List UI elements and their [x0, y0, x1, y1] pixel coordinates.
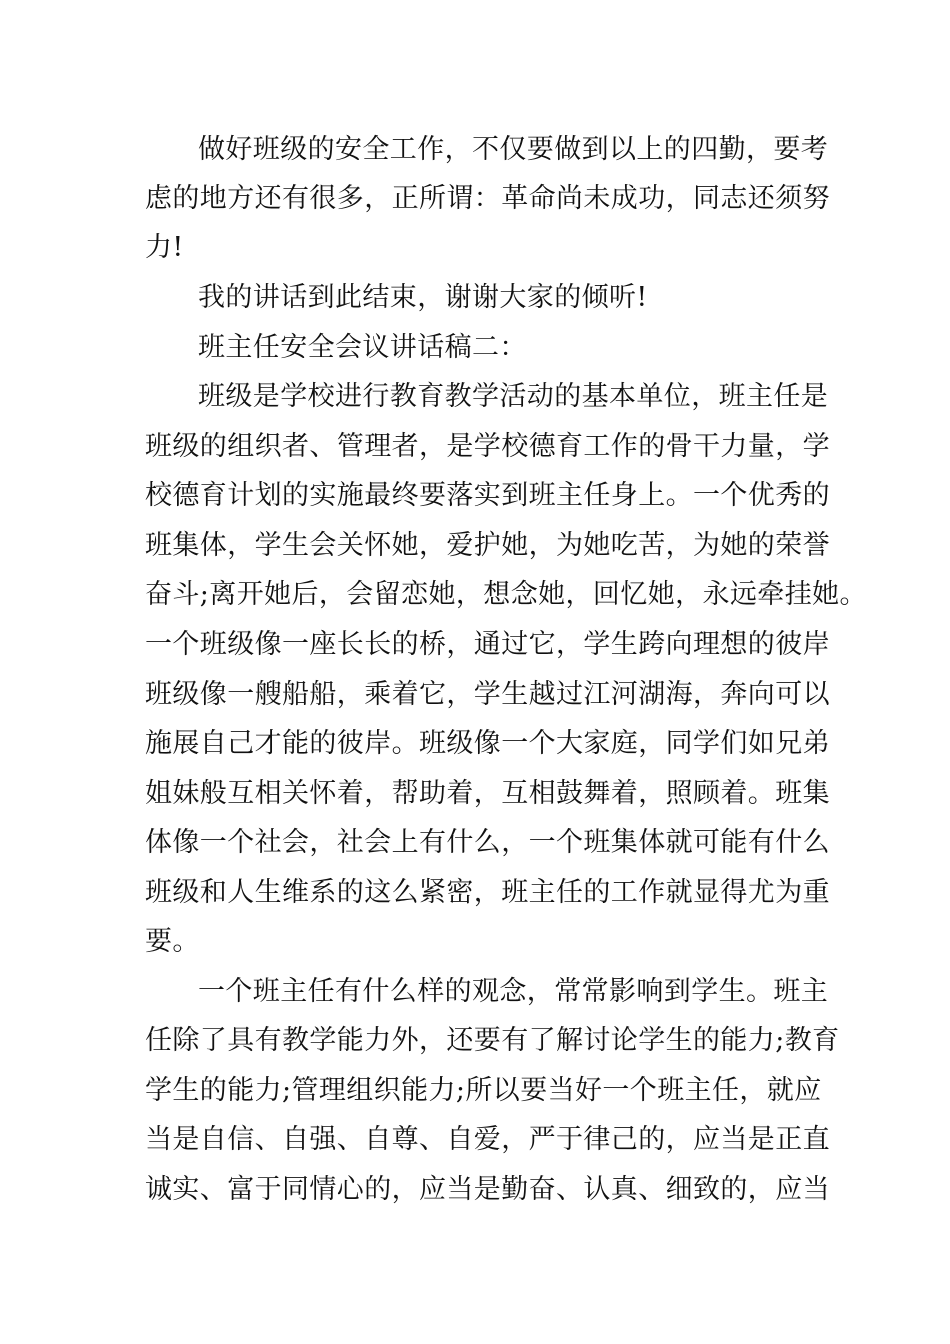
paragraph-line: 体像一个社会，社会上有什么，一个班集体就可能有什么 — [145, 827, 830, 858]
paragraph-line: 我的讲话到此结束，谢谢大家的倾听! — [198, 282, 648, 313]
paragraph-line: 一个班级像一座长长的桥，通过它，学生跨向理想的彼岸 — [145, 629, 830, 660]
paragraph-line: 班级是学校进行教育教学活动的基本单位，班主任是 — [198, 381, 829, 412]
paragraph-line: 虑的地方还有很多，正所谓：革命尚未成功，同志还须努 — [145, 183, 830, 214]
paragraph-line: 做好班级的安全工作，不仅要做到以上的四勤，要考 — [198, 134, 829, 165]
paragraph-line: 班级的组织者、管理者，是学校德育工作的骨干力量，学 — [145, 431, 830, 462]
paragraph-line: 任除了具有教学能力外，还要有了解讨论学生的能力;教育 — [145, 1025, 840, 1056]
paragraph-line: 校德育计划的实施最终要落实到班主任身上。一个优秀的 — [145, 480, 830, 511]
section-heading: 班主任安全会议讲话稿二： — [198, 332, 527, 363]
paragraph-line: 诚实、富于同情心的，应当是勤奋、认真、细致的，应当 — [145, 1174, 830, 1205]
paragraph-line: 当是自信、自强、自尊、自爱，严于律己的，应当是正直 — [145, 1124, 830, 1155]
paragraph-line: 力! — [145, 232, 184, 263]
paragraph-line: 班集体，学生会关怀她，爱护她，为她吃苦，为她的荣誉 — [145, 530, 830, 561]
paragraph-line: 班级和人生维系的这么紧密，班主任的工作就显得尤为重 — [145, 877, 830, 908]
paragraph-line: 班级像一艘船船，乘着它，学生越过江河湖海，奔向可以 — [145, 679, 830, 710]
paragraph-line: 要。 — [145, 926, 200, 957]
paragraph-line: 姐妹般互相关怀着，帮助着，互相鼓舞着，照顾着。班集 — [145, 778, 830, 809]
paragraph-line: 奋斗;离开她后，会留恋她，想念她，回忆她，永远牵挂她。 — [145, 579, 867, 610]
paragraph-line: 一个班主任有什么样的观念，常常影响到学生。班主 — [198, 976, 829, 1007]
paragraph-line: 学生的能力;管理组织能力;所以要当好一个班主任，就应 — [145, 1075, 822, 1106]
paragraph-line: 施展自己才能的彼岸。班级像一个大家庭，同学们如兄弟 — [145, 728, 830, 759]
